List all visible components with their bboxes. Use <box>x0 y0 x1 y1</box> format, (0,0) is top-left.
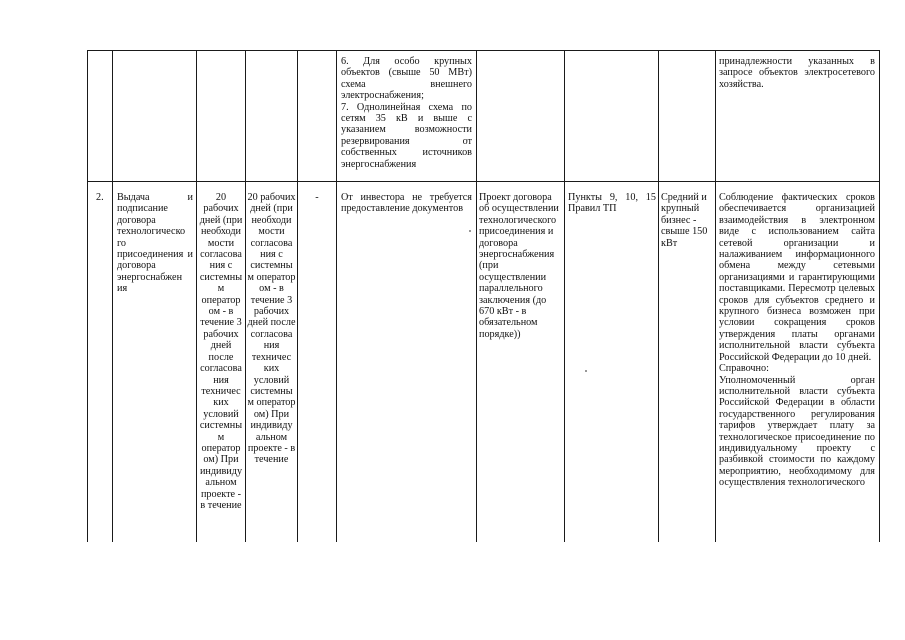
target-term: 20 рабочих дней (при необходи мости согласова ния с системны м оператор ом - в течение 3 рабочих дней после согласова ния техничес ких условий системны м оператор ом) При индивиду альном проекте - в течение <box>247 192 296 466</box>
table-line-top <box>87 50 880 51</box>
required-documents: От инвестора не требуется предоставление документов <box>341 192 472 215</box>
table-line-v1 <box>87 50 88 542</box>
top-row-notes-text: принадлежности указанных в запросе объектов электросетевого хозяйства. <box>719 56 875 90</box>
table-line-v11 <box>879 50 880 542</box>
table-line-v8 <box>564 50 565 542</box>
table-line-v9 <box>658 50 659 542</box>
scan-speck <box>585 370 587 372</box>
stage-result: Проект договора об осуществлении технологического присоединения и договора энергоснабжения (при осуществлении параллельного заключения (до 670 кВт - в обязательном порядке)) <box>479 192 559 340</box>
table-line-v2 <box>112 50 113 542</box>
table-line-v6 <box>336 50 337 542</box>
table-line-v3 <box>196 50 197 542</box>
stage-name: Выдача и подписание договора технологическо го присоединения и договора энергоснабжен ия <box>117 192 193 295</box>
row-number: 2. <box>96 192 104 203</box>
top-row-requirements-text: 6. Для особо крупных объектов (свыше 50 МВт) схема внешнего электроснабжения; 7. Однолинейная схема по сетям 35 кВ и выше с указанием возможности резервирования от собственных источников энергоснабжения <box>341 56 472 170</box>
legal-basis: Пункты 9, 10, 15 Правил ТП <box>568 192 656 215</box>
table-line-v7 <box>476 50 477 542</box>
cost-value: - <box>315 192 319 203</box>
table-line-v10 <box>715 50 716 542</box>
applicant-category: Средний и крупный бизнес - свыше 150 кВт <box>661 192 708 249</box>
scan-speck <box>469 230 471 232</box>
table-line-v5 <box>297 50 298 542</box>
table-line-v4 <box>245 50 246 542</box>
current-term: 20 рабочих дней (при необходи мости согласова ния с системны м оператор ом - в течение 3 рабочих дней после согласова ния техничес ких условий системны м оператор ом) При индивиду альном проекте - в течение <box>199 192 243 511</box>
notes-text: Соблюдение фактических сроков обеспечивается организацией взаимодействия в электронном виде с использованием сайта сетевой организации и налаживанием информационного обмена между сетевыми организациями и гарантирующими поставщиками. Пересмотр целевых сроков для субъектов среднего и крупного бизнеса возможен при условии сокращения сроков утверждения платы органами исполнительной власти субъекта Российской Федерации до 10 дней. Справочно: Уполномоченный орган исполнительной власти субъекта Российской Федерации в области государственного регулирования тарифов утверждает плату за технологическое присоединение по индивидуальному проекту с разбивкой стоимости по каждому мероприятию, необходимому для осуществления технологического <box>719 192 875 489</box>
table-line-row-divider <box>87 181 880 182</box>
